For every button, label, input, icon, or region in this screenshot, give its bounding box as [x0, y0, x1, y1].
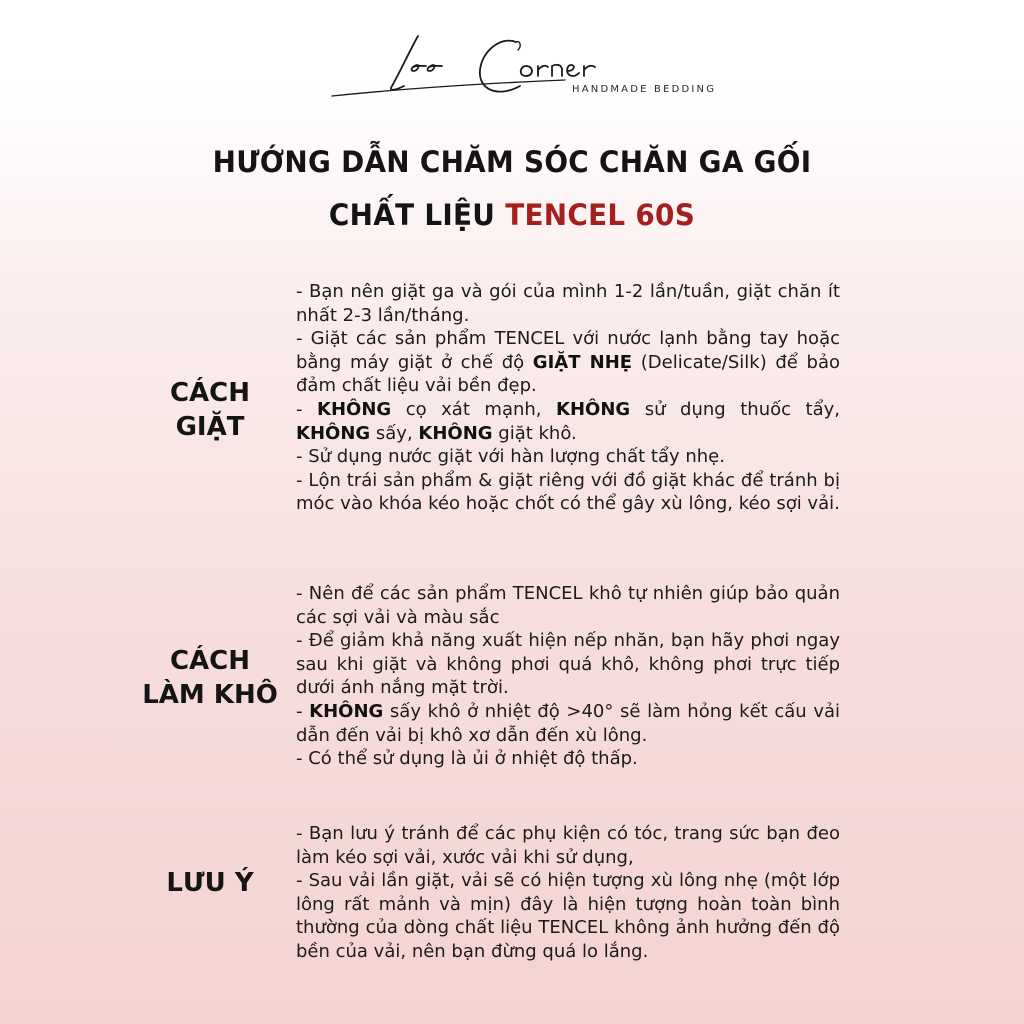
dry-paragraph-4: - Có thể sử dụng là ủi ở nhiệt độ thấp. [296, 748, 638, 770]
wash-p3-text-c: sấy, [370, 422, 419, 444]
wash-p3-text-d: giặt khô. [492, 422, 577, 444]
section-body-wash [296, 280, 840, 516]
dry-paragraph-2: - Để giảm khả năng xuất hiện nếp nhăn, bạn hãy phơi ngay sau khi giặt và không phơi quá khô, không phơi trực tiếp dưới ánh nắng mặt trời. [296, 630, 840, 699]
wash-p3-bold-2: KHÔNG [556, 398, 631, 420]
dry-p3-bold: KHÔNG [309, 700, 384, 722]
section-label-wash-line1: CÁCH [169, 378, 251, 408]
dry-paragraph-1: - Nên để các sản phẩm TENCEL khô tự nhiên giúp bảo quản các sợi vải và màu sắc [296, 583, 840, 628]
brand-logo-script [330, 28, 710, 108]
section-label-wash-line2: GIẶT [175, 412, 245, 442]
wash-p3-bold-4: KHÔNG [418, 422, 493, 444]
wash-paragraph-5: - Lộn trái sản phẩm & giặt riêng với đồ giặt khác để tránh bị móc vào khóa kéo hoặc chốt có thể gây xù lông, kéo sợi vải. [296, 469, 840, 515]
wash-paragraph-4: - Sử dụng nước giặt với hàn lượng chất tẩy nhẹ. [296, 446, 725, 468]
wash-paragraph-2 [296, 327, 840, 398]
brand-tagline: HANDMADE BEDDING [572, 84, 717, 95]
note-paragraph-1: - Bạn lưu ý tránh để các phụ kiện có tóc, trang sức bạn đeo làm kéo sợi vải, xước vải khi sử dụng, [296, 823, 840, 868]
title-prefix: CHẤT LIỆU [328, 198, 506, 232]
brand-logo [330, 28, 717, 108]
wash-p2-text-a: - Giặt các sản phẩm TENCEL với nước lạnh bằng tay hoặc bằng máy giặt ở chế độ [296, 328, 840, 373]
wash-p2-bold: GIẶT NHẸ [532, 351, 633, 373]
wash-paragraph-3 [296, 398, 840, 445]
wash-p3-dash: - [296, 398, 318, 420]
dry-p3-dash: - [296, 700, 310, 722]
note-paragraph-2: - Sau vải lần giặt, vải sẽ có hiện tượng xù lông nhẹ (một lớp lông rất mảnh và mịn) đây là hiện tượng hoàn toàn bình thường của dòng chất liệu TENCEL không ảnh hưởng đến độ bền của vải, nên bạn đừng quá lo lắng. [296, 870, 840, 962]
wash-paragraph-1: - Bạn nên giặt ga và gói của mình 1-2 lần/tuần, giặt chăn ít nhất 2-3 lần/tháng. [296, 281, 840, 326]
wash-p3-bold-1: KHÔNG [317, 398, 392, 420]
page-title-line2 [20, 198, 1003, 232]
section-label-wash [130, 376, 290, 444]
dry-p3-text: sấy khô ở nhiệt độ >40° sẽ làm hỏng kết cấu vải dẫn đến vải bị khô xơ dẫn đến xù lông. [296, 700, 840, 746]
wash-p3-text-b: sử dụng thuốc tẩy, [630, 398, 841, 420]
section-label-note: LƯU Ý [166, 868, 254, 898]
section-body-dry [296, 582, 840, 771]
wash-p3-text-a: cọ xát mạnh, [391, 398, 557, 420]
wash-p3-bold-3: KHÔNG [296, 422, 371, 444]
section-label-dry [130, 644, 290, 712]
title-accent: TENCEL 60S [505, 198, 696, 232]
wash-p2-text-b: (Delicate/Silk) để bảo đảm chất liệu vải bền đẹp. [296, 351, 841, 397]
section-label-dry-line2: LÀM KHÔ [142, 680, 278, 710]
section-label-dry-line1: CÁCH [169, 646, 251, 676]
dry-paragraph-3 [296, 700, 840, 747]
section-body-note [296, 822, 840, 964]
page-title-line1: HƯỚNG DẪN CHĂM SÓC CHĂN GA GỐI [212, 145, 812, 179]
